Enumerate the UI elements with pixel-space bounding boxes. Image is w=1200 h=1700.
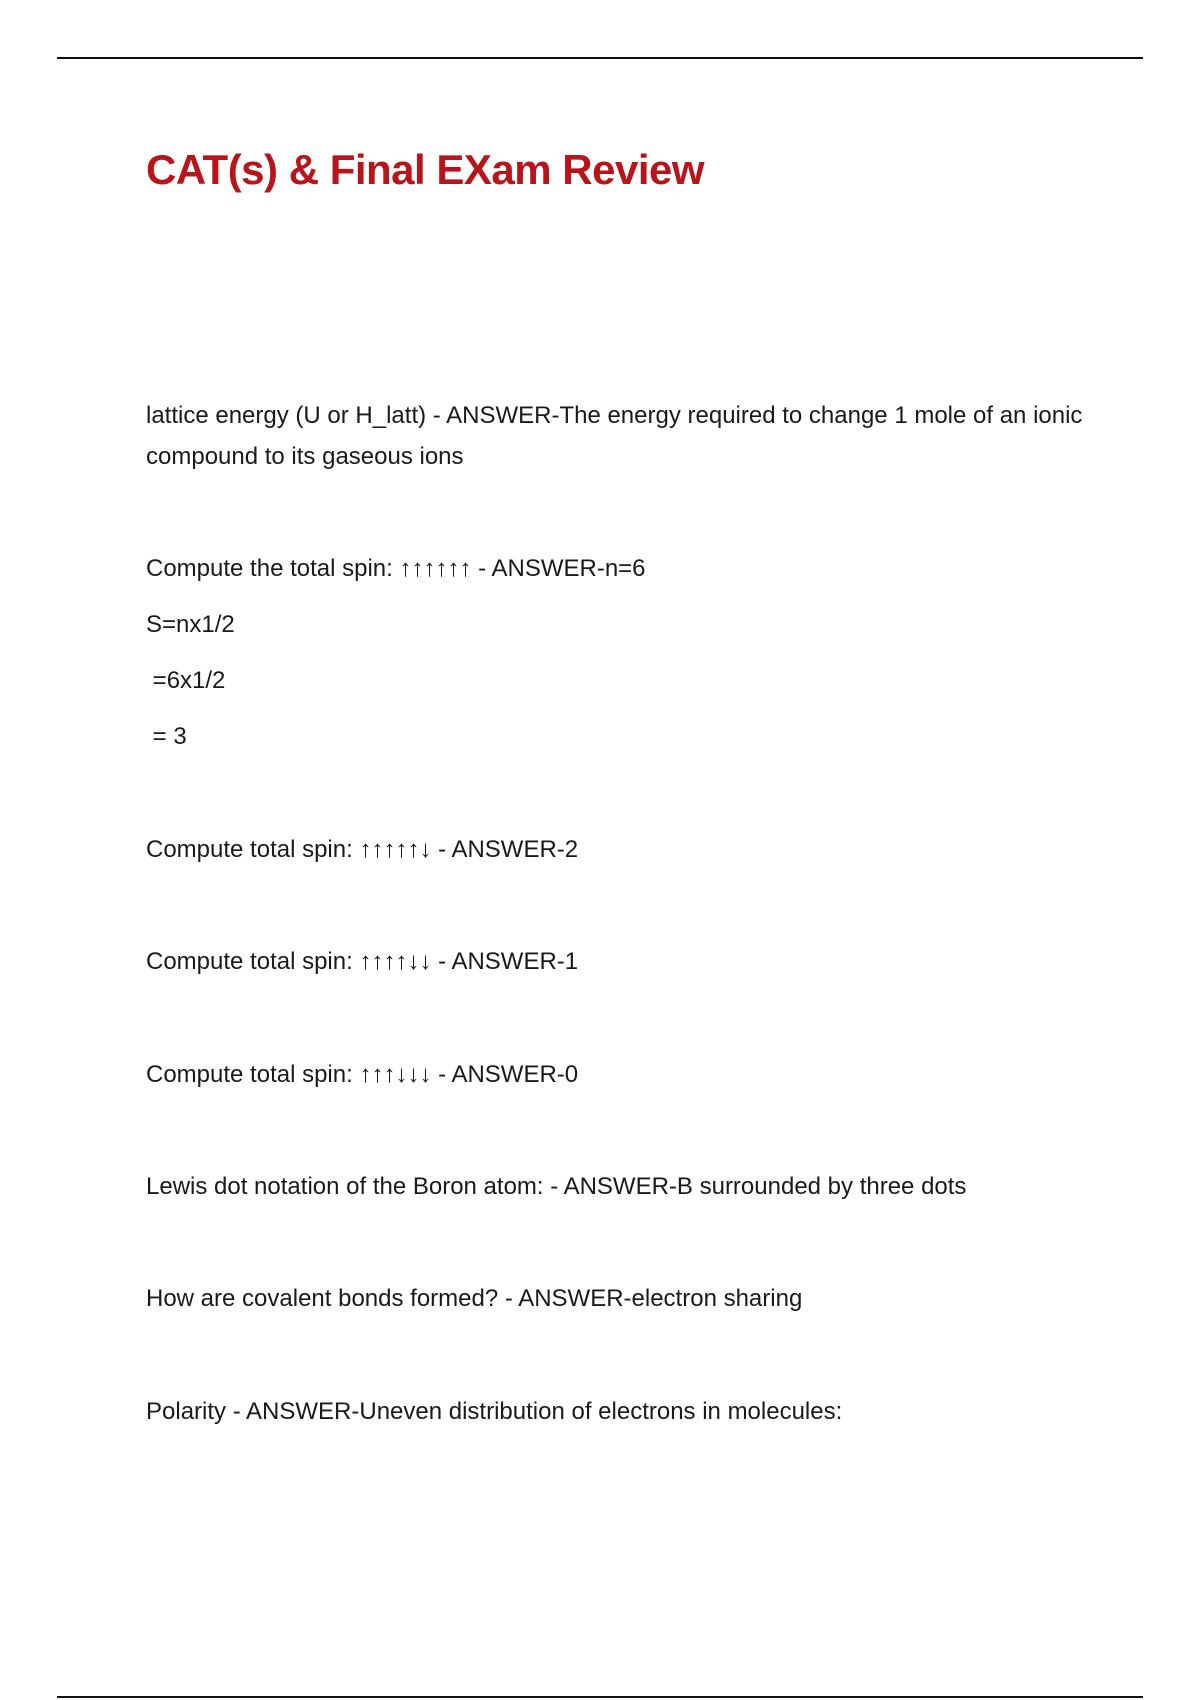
entry-total-spin-1: Compute the total spin: ↑↑↑↑↑↑ - ANSWER-n=6 [146,555,646,582]
entry-spin-formula: S=nx1/2 [146,611,235,638]
top-rule [57,57,1143,59]
entry-total-spin-2: Compute total spin: ↑↑↑↑↑↓ - ANSWER-2 [146,836,579,863]
entry-polarity: Polarity - ANSWER-Uneven distribution of electrons in molecules: [146,1398,843,1425]
entry-covalent-bonds: How are covalent bonds formed? - ANSWER-electron sharing [146,1285,803,1312]
bottom-rule [57,1696,1143,1698]
entry-spin-substitution: =6x1/2 [146,667,226,694]
entry-spin-result: = 3 [146,723,187,750]
page-title: CAT(s) & Final EXam Review [146,146,705,193]
entry-total-spin-3: Compute total spin: ↑↑↑↑↓↓ - ANSWER-1 [146,948,579,975]
entry-total-spin-4: Compute total spin: ↑↑↑↓↓↓ - ANSWER-0 [146,1061,579,1088]
entry-lattice-energy: lattice energy (U or H_latt) - ANSWER-The energy required to change 1 mole of an ionic compound to its gaseous ions [146,402,1090,470]
entry-lewis-dot-boron: Lewis dot notation of the Boron atom: - ANSWER-B surrounded by three dots [146,1173,967,1200]
